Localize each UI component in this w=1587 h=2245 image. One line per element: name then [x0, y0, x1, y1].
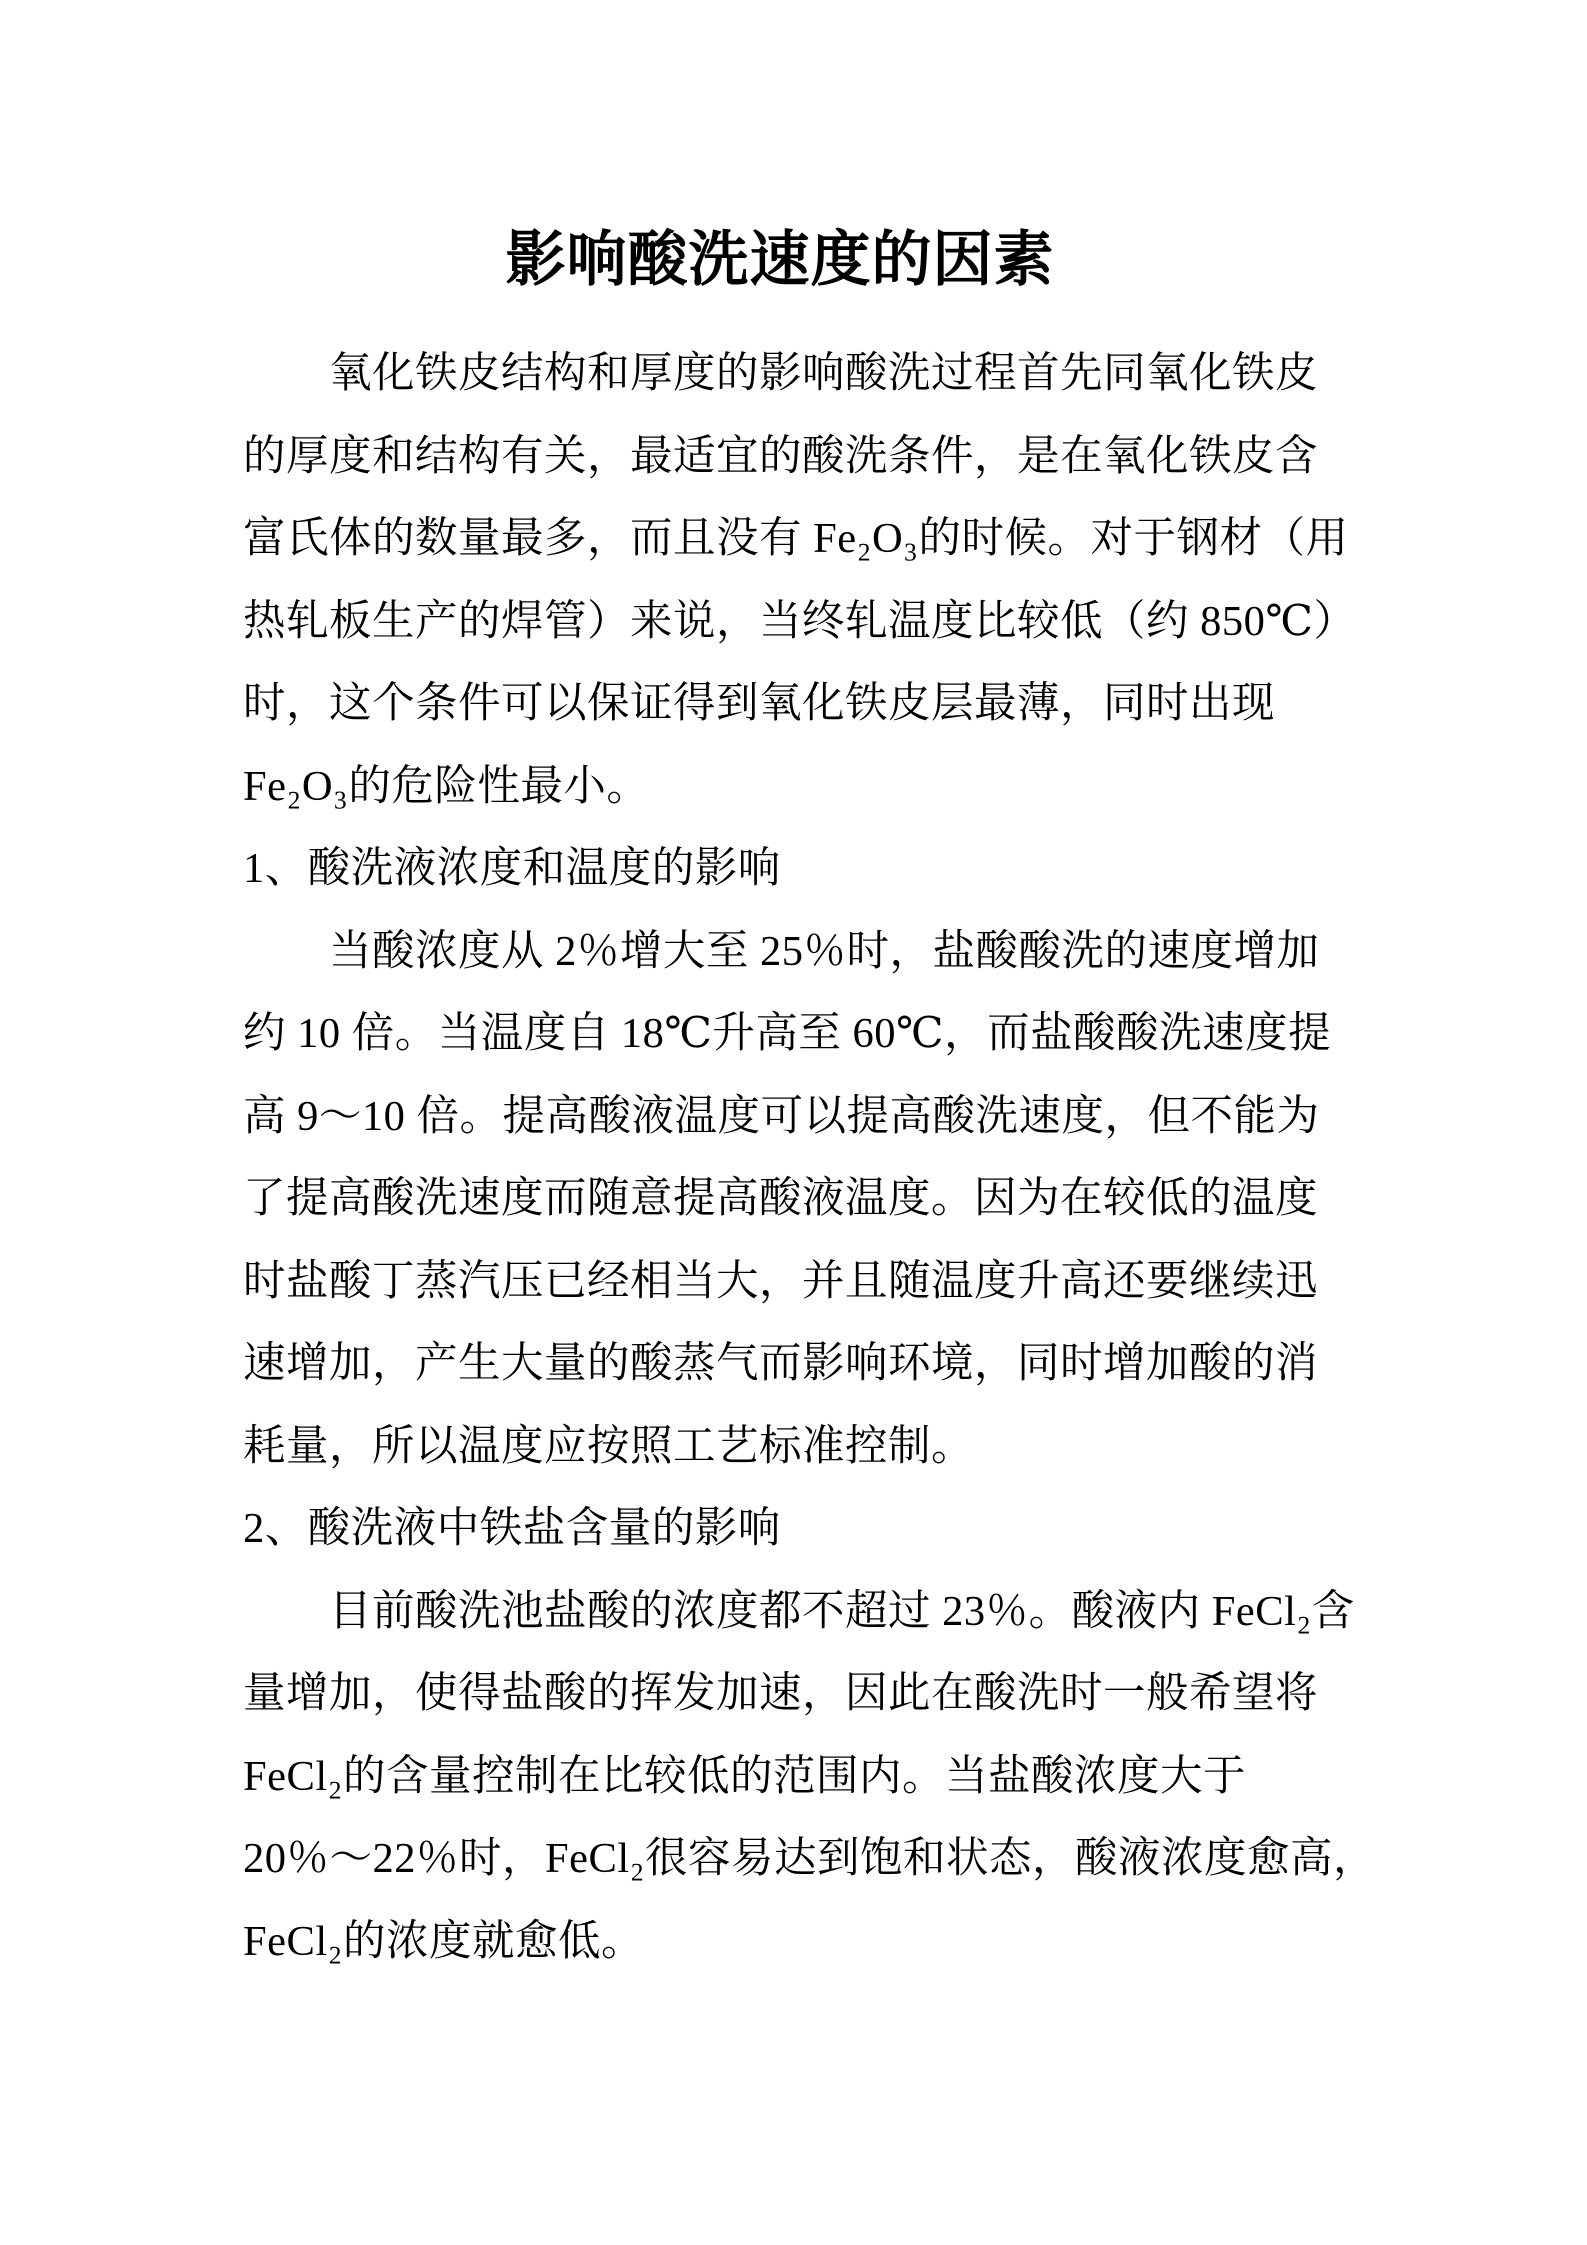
text-line: 2、酸洗液中铁盐含量的影响	[243, 1505, 781, 1552]
text-line: Fe₂O₃的危险性最小。	[243, 762, 650, 810]
text-line: 1、酸洗液浓度和温度的影响	[243, 845, 781, 892]
document-title: 影响酸洗速度的因素	[505, 227, 1055, 293]
text-line: 富氏体的数量最多，而且没有 Fe₂O₃的时候。对于钢材（用	[243, 515, 1349, 562]
text-line: 目前酸洗池盐酸的浓度都不超过 23％。酸液内 FeCl₂含	[329, 1587, 1355, 1635]
text-line: 高 9～10 倍。提高酸液温度可以提高酸洗速度，但不能为	[243, 1092, 1320, 1140]
text-line: FeCl₂的浓度就愈低。	[243, 1917, 644, 1965]
document-body	[243, 333, 1376, 1983]
text-line: 耗量，所以温度应按照工艺标准控制。	[243, 1422, 975, 1470]
text-line: 20％～22％时，FeCl₂很容易达到饱和状态，酸液浓度愈高，	[243, 1835, 1376, 1882]
text-line: 约 10 倍。当温度自 18℃升高至 60℃，而盐酸酸洗速度提	[243, 1010, 1332, 1057]
text-line: 当酸浓度从 2％增大至 25％时，盐酸酸洗的速度增加	[329, 927, 1320, 975]
text-line: FeCl₂的含量控制在比较低的范围内。当盐酸浓度大于	[243, 1752, 1246, 1800]
text-line: 了提高酸洗速度而随意提高酸液温度。因为在较低的温度	[243, 1175, 1319, 1222]
text-line: 时盐酸丁蒸汽压已经相当大，并且随温度升高还要继续迅	[243, 1257, 1319, 1305]
text-line: 氧化铁皮结构和厚度的影响酸洗过程首先同氧化铁皮	[329, 350, 1319, 397]
text-line: 速增加，产生大量的酸蒸气而影响环境，同时增加酸的消	[243, 1340, 1319, 1387]
text-line: 热轧板生产的焊管）来说，当终轧温度比较低（约 850℃）	[243, 597, 1357, 645]
text-line: 的厚度和结构有关，最适宜的酸洗条件，是在氧化铁皮含	[243, 432, 1319, 480]
text-line: 时，这个条件可以保证得到氧化铁皮层最薄，同时出现	[243, 680, 1276, 727]
text-line: 量增加，使得盐酸的挥发加速，因此在酸洗时一般希望将	[243, 1670, 1319, 1717]
